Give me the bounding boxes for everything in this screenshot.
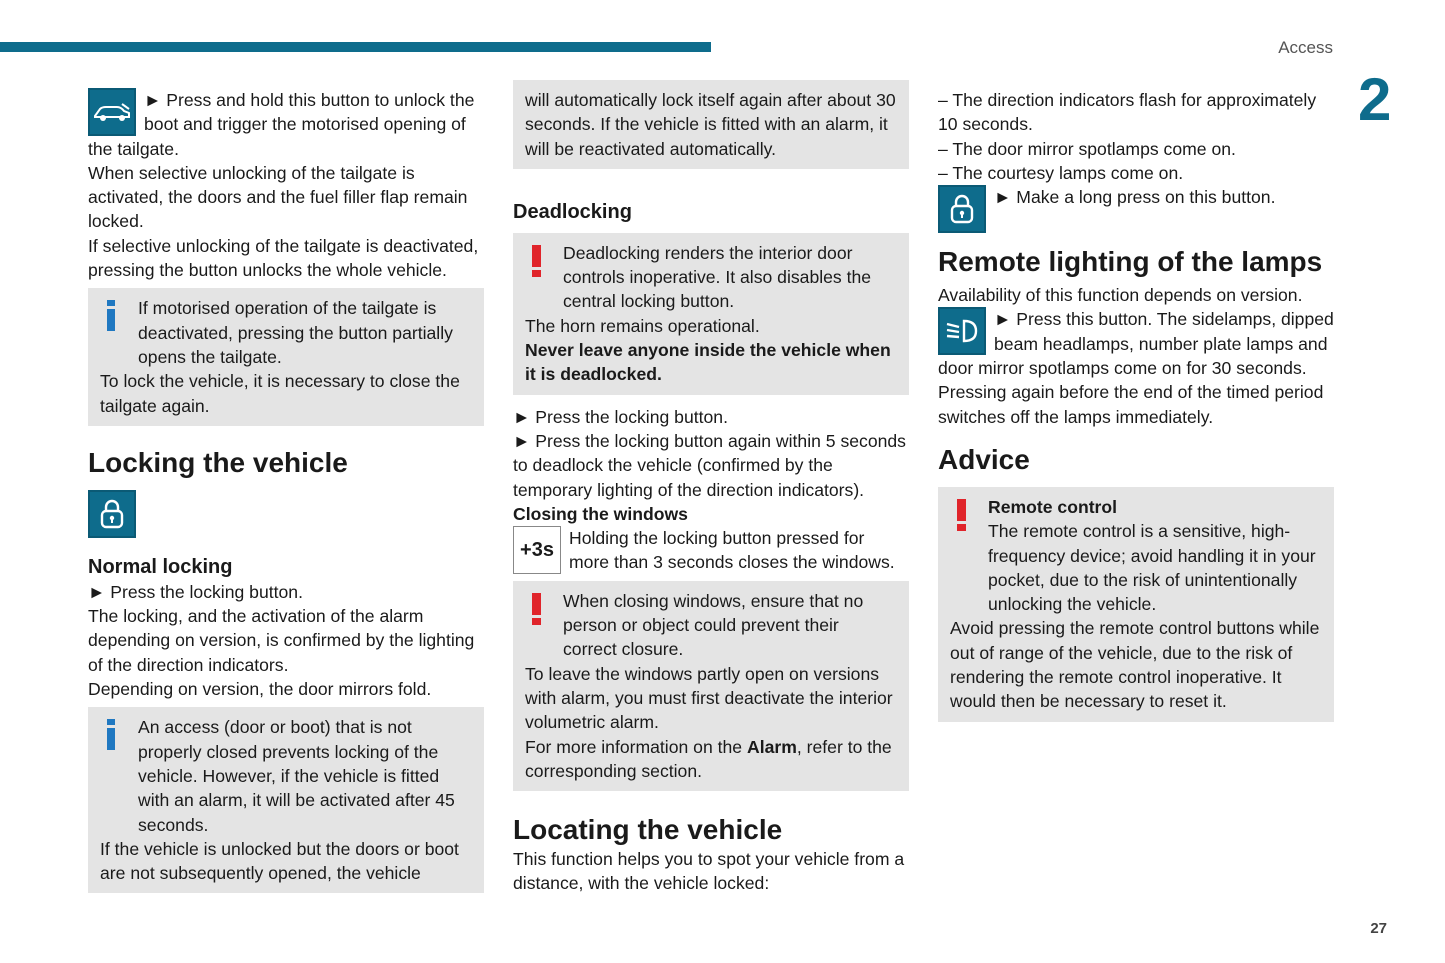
list-item: – The courtesy lamps come on. (938, 162, 1184, 183)
warning-text-bold: Never leave anyone inside the vehicle when it is deadlocked. (525, 340, 891, 385)
warning-text: Deadlocking renders the interior door controls inoperative. It also disables the central locking button. (563, 242, 872, 312)
warning-text: The horn remains operational. (525, 315, 760, 336)
info-icon (106, 300, 115, 331)
warning-text: To leave the windows partly open on versions with alarm, you must first deactivate the interior volumetric alarm. (525, 663, 893, 733)
step-text: ► Press the locking button. (88, 581, 303, 602)
subtitle-normal-locking: Normal locking (88, 555, 233, 578)
warning-title: Remote control (988, 496, 1118, 517)
closing-windows-row (513, 526, 909, 575)
info-box-tailgate (88, 288, 484, 425)
subtitle-deadlocking: Deadlocking (513, 200, 632, 223)
info-text: will automatically lock itself again after about 30 seconds. If the vehicle is fitted with an alarm, it will be reactivated automatically. (525, 90, 896, 159)
page-number: 27 (1370, 920, 1387, 937)
warning-text: Avoid pressing the remote control buttons while out of range of the vehicle, due to the risk of rendering the remote control inoperative. It would then be necessary to reset it. (950, 618, 1320, 712)
header-bar (0, 42, 711, 52)
section-title-locating: Locating the vehicle (513, 814, 783, 846)
warning-box-remote (938, 487, 1334, 722)
step-text: ► Make a long press on this button. (994, 187, 1276, 208)
section-title-advice: Advice (938, 443, 1030, 475)
list-item: – The direction indicators flash for approximately 10 seconds. (938, 90, 1317, 135)
selective-off-text: If selective unlocking of the tailgate is deactivated, pressing the button unlocks the whole vehicle. (88, 235, 479, 281)
body-text: Depending on version, the door mirrors fold. (88, 679, 432, 700)
info-text: If motorised operation of the tailgate is deactivated, pressing the button partially opens the tailgate. (138, 298, 453, 367)
exclamation-icon (531, 245, 543, 277)
section-title-locking: Locking the vehicle (88, 446, 348, 478)
exclamation-icon (531, 593, 543, 625)
padlock-icon (88, 490, 136, 538)
warning-box-deadlocking (513, 233, 909, 395)
chapter-number: 2 (1358, 66, 1392, 133)
body-text: This function helps you to spot your vehicle from a distance, with the vehicle locked: (513, 849, 905, 894)
car-boot-icon (88, 88, 136, 136)
step-text: ► Press the locking button. (513, 406, 728, 427)
list-item: – The door mirror spotlamps come on. (938, 138, 1236, 159)
step-text: ► Press the locking button again within 5 seconds to deadlock the vehicle (confirmed by the temporary lighting of the direction indicators). (513, 430, 906, 500)
info-box-access (88, 707, 484, 893)
tailgate-unlock-text: ► Press and hold this button to unlock the boot and trigger the motorised opening of the tailgate. (88, 90, 475, 159)
warning-text: For more information on the Alarm, refer to the corresponding section. (525, 736, 892, 781)
column-3 (938, 88, 1334, 722)
body-text: Pressing again before the end of the timed period switches off the lamps immediately. (938, 382, 1324, 427)
step-text: ► Press this button. The sidelamps, dipped beam headlamps, number plate lamps and door mirror spotlamps come on for 30 seconds. (938, 309, 1334, 379)
warning-text: When closing windows, ensure that no person or object could prevent their correct closure. (563, 590, 864, 660)
warning-box-windows (513, 581, 909, 791)
dipped-beam-icon (938, 307, 986, 355)
padlock-icon (938, 185, 986, 233)
section-title-remote-lighting: Remote lighting of the lamps (938, 246, 1323, 278)
info-text: An access (door or boot) that is not properly closed prevents locking of the vehicle. However, if the vehicle is fitted with an alarm, it will be activated after 45 seconds. (138, 717, 455, 835)
info-icon (106, 719, 115, 750)
body-text: Holding the locking button pressed for more than 3 seconds closes the windows. (569, 528, 895, 573)
body-text: The locking, and the activation of the alarm depending on version, is confirmed by the lighting of the direction indicators. (88, 606, 475, 675)
press-3s-icon: +3s (513, 526, 561, 574)
long-press-row (938, 185, 1334, 209)
column-1 (88, 88, 484, 893)
warning-text: The remote control is a sensitive, high-frequency device; avoid handling it in your pocket, due to the risk of unintentionally unlocking the vehicle. (988, 521, 1316, 615)
section-name: Access (1278, 38, 1333, 57)
exclamation-icon (956, 499, 968, 531)
info-text: If the vehicle is unlocked but the doors or boot are not subsequently opened, the vehicle (100, 838, 459, 884)
subtitle-closing-windows: Closing the windows (513, 503, 688, 524)
column-2 (513, 80, 909, 896)
body-text: Availability of this function depends on version. (938, 285, 1303, 306)
selective-on-text: When selective unlocking of the tailgate is activated, the doors and the fuel filler flap remain locked. (88, 162, 468, 232)
continued-info-box (513, 80, 909, 169)
info-text: To lock the vehicle, it is necessary to close the tailgate again. (100, 371, 460, 416)
